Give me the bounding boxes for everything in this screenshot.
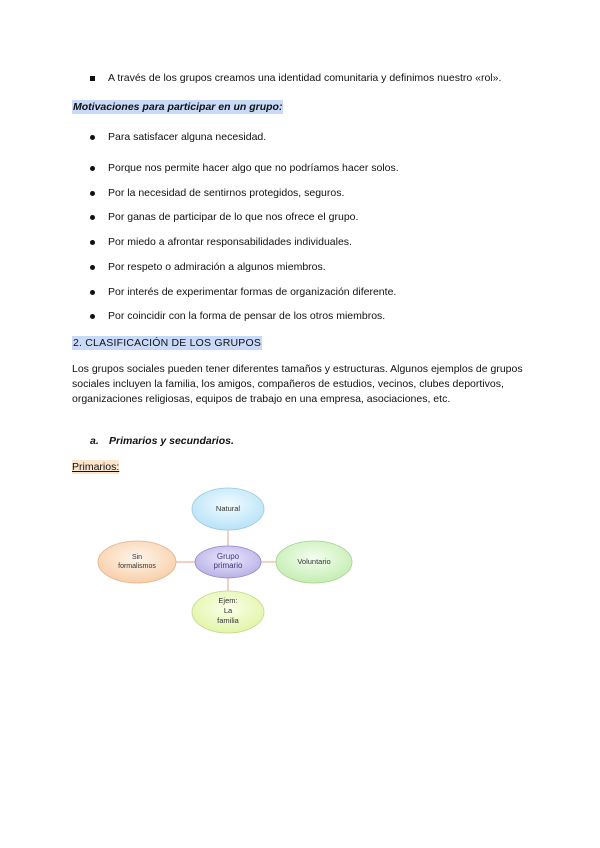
- list-item: Por interés de experimentar formas de organización diferente.: [108, 286, 397, 298]
- node-left-label-1: Sin: [131, 554, 143, 561]
- node-center-label-2: primario: [213, 561, 243, 570]
- subheading-marker: a.: [90, 435, 99, 447]
- primarios-label: Primarios:: [72, 461, 120, 473]
- list-item: Por coincidir con la forma de pensar de los otros miembros.: [108, 310, 386, 322]
- bullet-icon: [90, 314, 95, 319]
- bullet-icon: [90, 265, 95, 270]
- list-item: Por ganas de participar de lo que nos ofrece el grupo.: [108, 211, 359, 223]
- list-item: Por miedo a afrontar responsabilidades individuales.: [108, 236, 352, 248]
- list-item: Por la necesidad de sentirnos protegidos, seguros.: [108, 187, 345, 199]
- node-bottom-label-3: familia: [217, 616, 239, 625]
- square-bullet-icon: [90, 76, 95, 81]
- node-bottom-label-2: La: [223, 606, 233, 615]
- node-bottom-label-1: Ejem:: [218, 596, 238, 605]
- list-item: Porque nos permite hacer algo que no podríamos hacer solos.: [108, 162, 399, 174]
- node-top-label: Natural: [215, 504, 241, 513]
- list-item: Para satisfacer alguna necesidad.: [108, 131, 267, 143]
- bullet-icon: [90, 290, 95, 295]
- list-item: Por respeto o admiración a algunos miembros.: [108, 261, 326, 273]
- node-left-sin-formalismos: [98, 541, 176, 583]
- bullet-icon: [90, 240, 95, 245]
- bullet-icon: [90, 166, 95, 171]
- bullet-icon: [90, 215, 95, 220]
- node-right-label: Voluntario: [297, 557, 331, 566]
- bullet-icon: [90, 135, 95, 140]
- primary-group-diagram: [90, 486, 380, 636]
- motivations-heading: Motivaciones para participar en un grupo:: [73, 101, 283, 113]
- subheading: Primarios y secundarios.: [109, 435, 234, 447]
- node-left-label-2: formalismos: [118, 563, 156, 570]
- top-bullet-text: A través de los grupos creamos una identidad comunitaria y definimos nuestro «rol».: [108, 72, 502, 84]
- section-title: 2. CLASIFICACIÓN DE LOS GRUPOS: [73, 337, 262, 349]
- section-paragraph: Los grupos sociales pueden tener diferentes tamaños y estructuras. Algunos ejemplos de grupos sociales incluyen la familia, los amigos, compañeros de estudios, vecinos, clubes deportivos, organizaciones religiosas, equipos de trabajo en una empresa, asociaciones, etc.: [72, 363, 523, 405]
- node-center-label-1: Grupo: [216, 552, 240, 561]
- bullet-icon: [90, 191, 95, 196]
